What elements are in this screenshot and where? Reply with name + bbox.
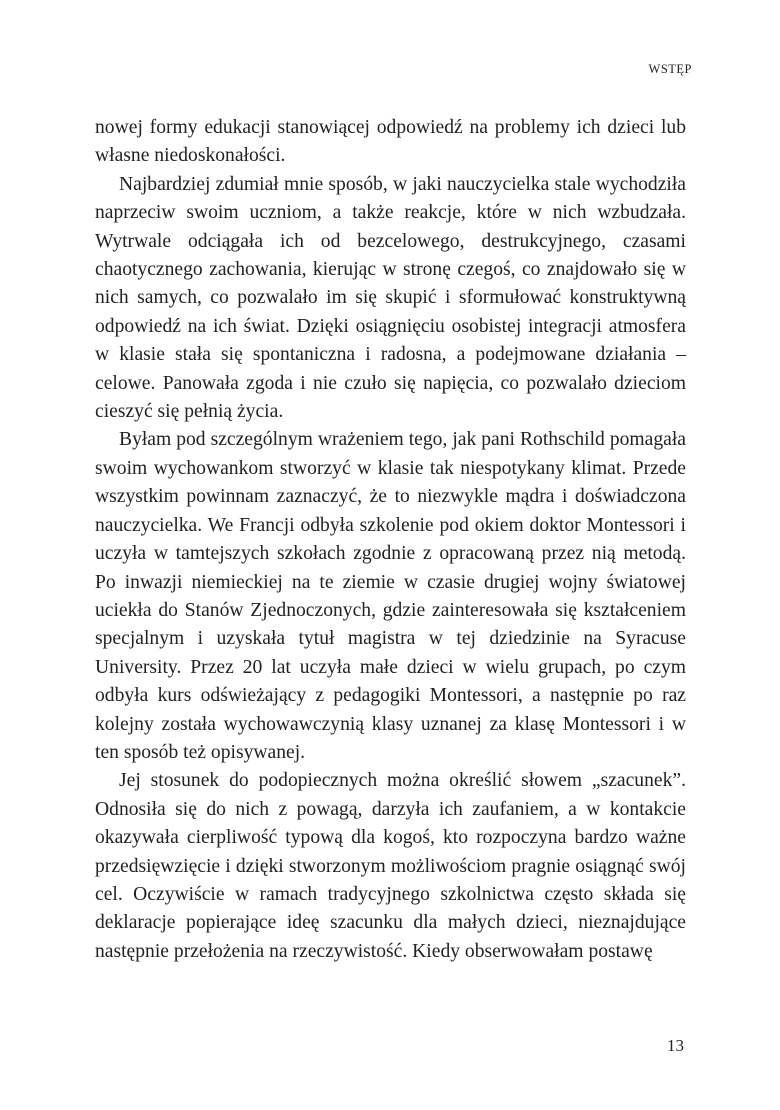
body-text — [95, 114, 686, 966]
page-number: 13 — [667, 1036, 684, 1055]
paragraph: Jej stosunek do podopiecznych można określić słowem „szacunek”. Odnosiła się do nich z powagą, darzyła ich zaufaniem, a w kontakcie okazywała cierpliwość typową dla kogoś, kto rozpoczyna bardzo ważne przedsięwzięcie i dzięki stworzonym możliwościom pragnie osiągnąć swój cel. Oczywiście w ramach tradycyjnego szkolnictwa często składa się deklaracje popierające ideę szacunku dla małych dzieci, nieznajdujące następnie przełożenia na rzeczywistość. Kiedy obserwowałam postawę — [95, 770, 686, 962]
paragraph-continued: nowej formy edukacji stanowiącej odpowiedź na problemy ich dzieci lub własne niedoskonałości. — [95, 117, 686, 167]
paragraph: Najbardziej zdumiał mnie sposób, w jaki nauczycielka stale wychodziła naprzeciw swoim uczniom, a także reakcje, które w nich wzbudzała. Wytrwale odciągała ich od bezcelowego, destrukcyjnego, czasami chaotycznego zachowania, kierując w stronę czegoś, co znajdowało się w nich samych, co pozwalało im się skupić i sformułować konstruktywną odpowiedź na ich świat. Dzięki osiągnięciu osobistej integracji atmosfera w klasie stała się spontaniczna i radosna, a podejmowane działania – celowe. Panowała zgoda i nie czuło się napięcia, co pozwalało dzieciom cieszyć się pełnią życia. — [95, 173, 686, 423]
running-header: WSTĘP — [648, 62, 692, 76]
paragraph: Byłam pod szczególnym wrażeniem tego, jak pani Rothschild pomagała swoim wychowankom stworzyć w klasie tak niespotykany klimat. Przede wszystkim powinnam zaznaczyć, że to niezwykle mądra i doświadczona nauczycielka. We Francji odbyła szkolenie pod okiem doktor Montessori i uczyła w tamtejszych szkołach zgodnie z opracowaną przez nią metodą. Po inwazji niemieckiej na te ziemie w czasie drugiej wojny światowej uciekła do Stanów Zjednoczonych, gdzie zainteresowała się kształceniem specjalnym i uzyskała tytuł magistra w tej dziedzinie na Syracuse University. Przez 20 lat uczyła małe dzieci w wielu grupach, po czym odbyła kurs odświeżający z pedagogiki Montessori, a następnie po raz kolejny została wychowawczynią klasy uznanej za klasę Montessori i w ten sposób też opisywanej. — [95, 429, 686, 763]
